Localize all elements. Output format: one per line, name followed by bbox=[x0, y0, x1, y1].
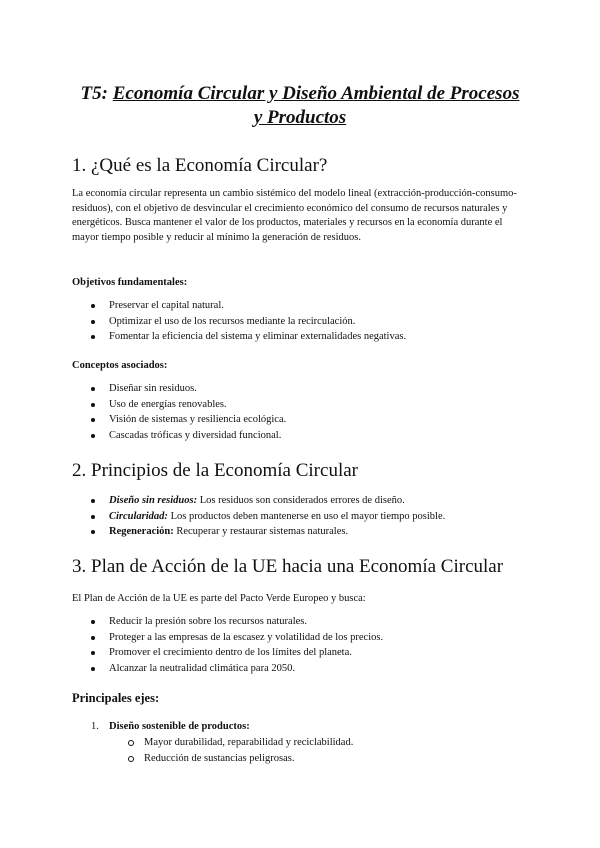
list-item: Promover el crecimiento dentro de los límites del planeta. bbox=[91, 645, 383, 661]
goals-list bbox=[91, 614, 383, 676]
principles-list bbox=[91, 493, 445, 540]
principle-term: Regeneración: bbox=[109, 526, 174, 538]
list-item bbox=[91, 493, 445, 509]
objetivos-list bbox=[91, 298, 406, 345]
principle-term: Circularidad: bbox=[109, 510, 168, 522]
list-item: Visión de sistemas y resiliencia ecológica. bbox=[91, 412, 286, 428]
section-2-heading: 2. Principios de la Economía Circular bbox=[72, 460, 358, 481]
section-3-paragraph: El Plan de Acción de la UE es parte del Pacto Verde Europeo y busca: bbox=[72, 593, 366, 604]
list-item: Diseñar sin residuos. bbox=[91, 381, 286, 397]
list-item: Fomentar la eficiencia del sistema y eliminar externalidades negativas. bbox=[91, 329, 406, 345]
item-number: 1. bbox=[91, 721, 99, 732]
section-1-heading: 1. ¿Qué es la Economía Circular? bbox=[72, 155, 328, 176]
objetivos-title: Objetivos fundamentales: bbox=[72, 277, 188, 288]
list-item bbox=[91, 524, 445, 540]
conceptos-list bbox=[91, 381, 286, 443]
principle-text: Los productos deben mantenerse en uso el mayor tiempo posible. bbox=[170, 510, 446, 522]
list-item: Mayor durabilidad, reparabilidad y reciclabilidad. bbox=[128, 735, 353, 751]
section-3-heading: 3. Plan de Acción de la UE hacia una Economía Circular bbox=[72, 556, 504, 577]
principle-text: Los residuos son considerados errores de diseño. bbox=[199, 495, 405, 506]
principle-text: Recuperar y restaurar sistemas naturales. bbox=[176, 526, 349, 538]
list-item: Reducir la presión sobre los recursos naturales. bbox=[91, 614, 383, 630]
ejes-list bbox=[91, 719, 250, 735]
eje-title: Diseño sostenible de productos: bbox=[109, 721, 250, 732]
list-item: Cascadas tróficas y diversidad funcional. bbox=[91, 428, 286, 444]
title-line-2: y Productos bbox=[253, 107, 347, 128]
list-item: Alcanzar la neutralidad climática para 2050. bbox=[91, 661, 383, 677]
list-item bbox=[91, 719, 250, 735]
section-1-paragraph: La economía circular representa un cambio sistémico del modelo lineal (extracción-producción-consumo-residuos), con el objetivo de desvincular el crecimiento económico del consumo de recursos naturales y energéticos. Busca mantener el valor de los productos, materiales y recursos en la economía durante el mayor tiempo posible y reducir al mínimo la generación de residuos. bbox=[72, 188, 517, 243]
list-item: Optimizar el uso de los recursos mediante la recirculación. bbox=[91, 314, 406, 330]
list-item: Uso de energías renovables. bbox=[91, 397, 286, 413]
title-prefix: T5: bbox=[80, 83, 108, 104]
ejes-title: Principales ejes: bbox=[72, 691, 160, 705]
list-item: Reducción de sustancias peligrosas. bbox=[128, 751, 353, 767]
title-line-1: Economía Circular y Diseño Ambiental de Procesos bbox=[112, 83, 520, 104]
list-item: Proteger a las empresas de la escasez y volatilidad de los precios. bbox=[91, 630, 383, 646]
list-item: Preservar el capital natural. bbox=[91, 298, 406, 314]
eje-1-sublist bbox=[128, 735, 353, 766]
principle-term: Diseño sin residuos: bbox=[109, 495, 198, 506]
conceptos-title: Conceptos asociados: bbox=[72, 360, 168, 371]
list-item bbox=[91, 509, 445, 525]
document-title bbox=[60, 82, 540, 130]
